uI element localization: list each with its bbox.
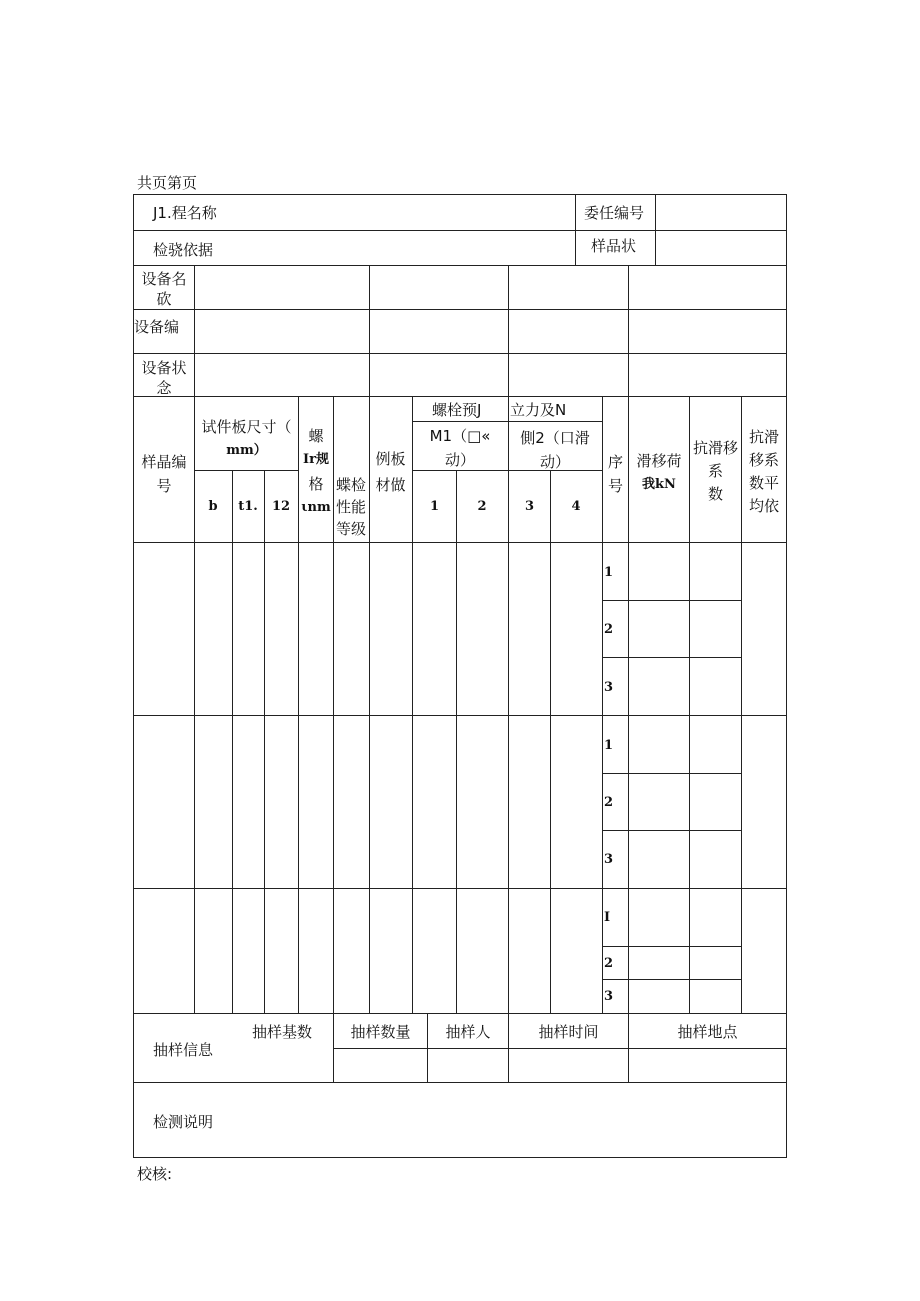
seq-cell: 2 xyxy=(604,622,614,637)
device-name-label: 设备名 砍 xyxy=(141,270,187,308)
plate-material-header: 例板 材做 xyxy=(375,450,406,494)
seq-cell: 3 xyxy=(604,989,614,1004)
bolt-grade-header: 蝶检 性能 等级 xyxy=(335,476,366,538)
device-no-label: 设备编 xyxy=(134,318,180,336)
pretension-header-b: 立力及N xyxy=(510,401,567,419)
sample-no-header: 样晶编 号 xyxy=(141,453,187,495)
sampling-time-field[interactable] xyxy=(509,1049,627,1081)
project-name-label: J1.程名称 xyxy=(153,204,217,222)
test-basis-field[interactable] xyxy=(236,232,573,264)
page-counter: 共页第页 xyxy=(137,174,198,192)
seq-cell: 3 xyxy=(604,852,614,867)
col-t2-header: 12 xyxy=(271,499,291,514)
pretension-header-a: 螺栓预J xyxy=(432,401,482,419)
seq-cell: 2 xyxy=(604,795,614,810)
entrust-no-field[interactable] xyxy=(657,196,785,228)
bolt-col-4-header: 4 xyxy=(571,499,581,514)
side2-header: 側2（口滑 动） xyxy=(520,429,590,471)
project-name-field[interactable] xyxy=(236,196,573,228)
bolt-col-1-header: 1 xyxy=(429,499,440,514)
sampling-qty-field[interactable] xyxy=(334,1049,426,1081)
seq-cell: 1 xyxy=(604,565,614,580)
slip-coef-avg-header: 抗滑 移系 数平 均依 xyxy=(748,428,779,515)
bolt-spec-header: 螺 Ir规 格 ιnm xyxy=(301,427,331,515)
sampling-qty-label: 抽样数量 xyxy=(350,1023,411,1041)
seq-header: 序 号 xyxy=(607,453,623,495)
bolt-col-2-header: 2 xyxy=(477,499,487,514)
sample-state-field[interactable] xyxy=(657,232,785,264)
sampling-time-label: 抽样时间 xyxy=(538,1023,599,1041)
col-b-header: b xyxy=(208,499,218,514)
seq-cell: 2 xyxy=(604,956,614,971)
slip-coef-header: 抗滑移 系 数 xyxy=(692,439,738,503)
sample-state-label: 样品状 xyxy=(591,237,637,255)
entrust-no-label: 委任编号 xyxy=(584,204,645,222)
slip-load-header: 滑移荷 我kN xyxy=(636,452,682,492)
seq-cell: 3 xyxy=(604,680,614,695)
remarks-field[interactable] xyxy=(236,1084,785,1156)
sampling-place-field[interactable] xyxy=(629,1049,785,1081)
col-t1-header: t1. xyxy=(238,499,258,514)
seq-cell: 1 xyxy=(604,738,614,753)
test-basis-label: 检骁依据 xyxy=(153,241,214,259)
sampling-place-label: 抽样地点 xyxy=(677,1023,738,1041)
sampling-base-label: 抽样基数 xyxy=(252,1023,313,1041)
side1-header: M1（□« 动） xyxy=(429,427,491,469)
sampling-person-label: 抽样人 xyxy=(445,1023,491,1041)
remarks-label: 检测说明 xyxy=(153,1113,214,1131)
plate-size-header: 试件板尺寸（ mm） xyxy=(201,418,292,458)
sampling-info-label: 抽样信息 xyxy=(153,1041,214,1059)
device-state-label: 设备状 念 xyxy=(141,359,187,395)
seq-cell: I xyxy=(604,910,611,925)
bolt-col-3-header: 3 xyxy=(524,499,535,514)
reviewer-label: 校核: xyxy=(137,1165,173,1183)
sampling-person-field[interactable] xyxy=(428,1049,507,1081)
